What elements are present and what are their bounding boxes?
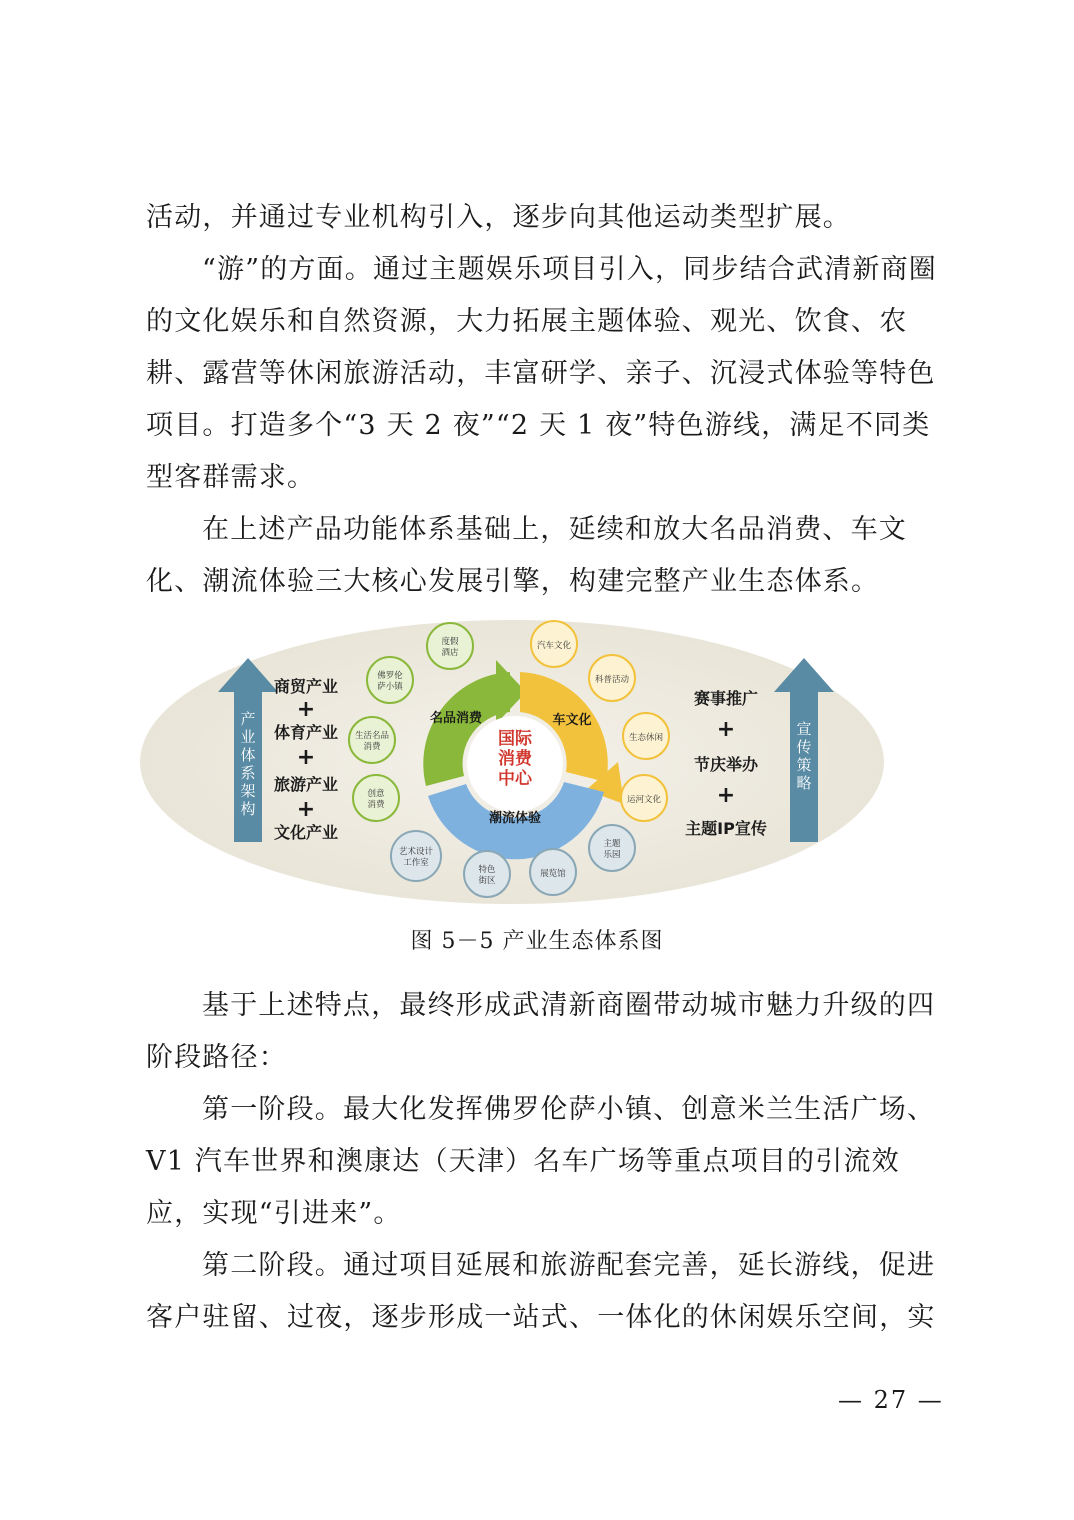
- right-arrow-char: 传: [796, 738, 812, 756]
- right-list-item: 赛事推广: [693, 689, 759, 708]
- ring-label-green: 名品消费: [429, 711, 483, 726]
- right-list-plus: +: [716, 783, 736, 808]
- bubble-label: 街区: [478, 876, 496, 886]
- bubble-label: 运河文化: [626, 795, 662, 805]
- paragraph-5: 第一阶段。最大化发挥佛罗伦萨小镇、创意米兰生活广场、V1 汽车世界和澳康达（天津）名车广场等重点项目的引流效应，实现“引进来”。: [146, 1094, 936, 1229]
- left-list-plus: +: [296, 745, 316, 770]
- right-list-plus: +: [716, 717, 736, 742]
- bubble-label: 艺术设计: [398, 847, 434, 857]
- bubble-label: 主题: [603, 839, 621, 849]
- bubble-label: 酒店: [441, 648, 459, 658]
- bubble-label: 乐园: [603, 850, 621, 860]
- page-number: — 27 —: [838, 1386, 944, 1414]
- bubble-label: 生态休闲: [628, 733, 664, 743]
- center-label-line: 消费: [498, 749, 532, 769]
- industry-ecosystem-diagram: [140, 612, 890, 912]
- right-list-item: 主题IP宣传: [685, 819, 767, 838]
- bubble-label: 萨小镇: [377, 682, 403, 692]
- left-arrow-char: 架: [240, 782, 256, 800]
- right-arrow-char: 宣: [796, 720, 812, 738]
- paragraph-6: 第二阶段。通过项目延展和旅游配套完善，延长游线，促进客户驻留、过夜，逐步形成一站式、一体化的休闲娱乐空间，实: [146, 1250, 936, 1333]
- right-arrow-char: 略: [796, 774, 812, 792]
- bubble-label: 特色: [478, 865, 496, 875]
- left-list-item: 文化产业: [273, 823, 339, 842]
- ring-label-yellow: 车文化: [552, 713, 592, 728]
- left-arrow-char: 系: [240, 764, 256, 782]
- left-arrow-char: 产: [240, 710, 256, 728]
- bubble-label: 汽车文化: [536, 641, 572, 651]
- bubble-label: 佛罗伦: [377, 671, 403, 681]
- bubble-label: 消费: [363, 742, 381, 752]
- left-arrow-char: 构: [240, 800, 256, 818]
- right-list-item: 节庆举办: [693, 755, 759, 774]
- bubble-label: 生活名品: [354, 731, 390, 741]
- paragraph-2: “游”的方面。通过主题娱乐项目引入，同步结合武清新商圈的文化娱乐和自然资源，大力拓展主题体验、观光、饮食、农耕、露营等休闲旅游活动，丰富研学、亲子、沉浸式体验等特色项目。打造多个“3 天 2 夜”“2 天 1 夜”特色游线，满足不同类型客群需求。: [146, 254, 938, 493]
- left-list-item: 旅游产业: [273, 775, 339, 794]
- bubble-label: 工作室: [403, 858, 429, 868]
- left-arrow-char: 业: [240, 728, 256, 746]
- bubble-label: 展览馆: [540, 869, 566, 879]
- left-arrow-char: 体: [240, 746, 256, 764]
- center-label-line: 国际: [498, 729, 532, 749]
- figure-caption: 图 5－5 产业生态体系图: [410, 929, 664, 954]
- paragraph-3: 在上述产品功能体系基础上，延续和放大名品消费、车文化、潮流体验三大核心发展引擎，构建完整产业生态体系。: [146, 514, 907, 597]
- ring-label-blue: 潮流体验: [488, 811, 542, 826]
- left-list-plus: +: [296, 697, 316, 722]
- left-list-item: 体育产业: [273, 723, 339, 742]
- right-arrow-char: 策: [796, 756, 812, 774]
- bubble-label: 消费: [367, 800, 385, 810]
- center-label: [498, 729, 533, 789]
- left-list-item: 商贸产业: [273, 677, 339, 696]
- bubble-label: 度假: [441, 637, 459, 647]
- center-label-line: 中心: [498, 769, 532, 789]
- bubble-label: 创意: [367, 789, 385, 799]
- bubble-label: 科普活动: [594, 675, 630, 685]
- paragraph-1: 活动，并通过专业机构引入，逐步向其他运动类型扩展。: [146, 202, 851, 233]
- paragraph-4: 基于上述特点，最终形成武清新商圈带动城市魅力升级的四阶段路径：: [146, 990, 936, 1073]
- left-list-plus: +: [296, 797, 316, 822]
